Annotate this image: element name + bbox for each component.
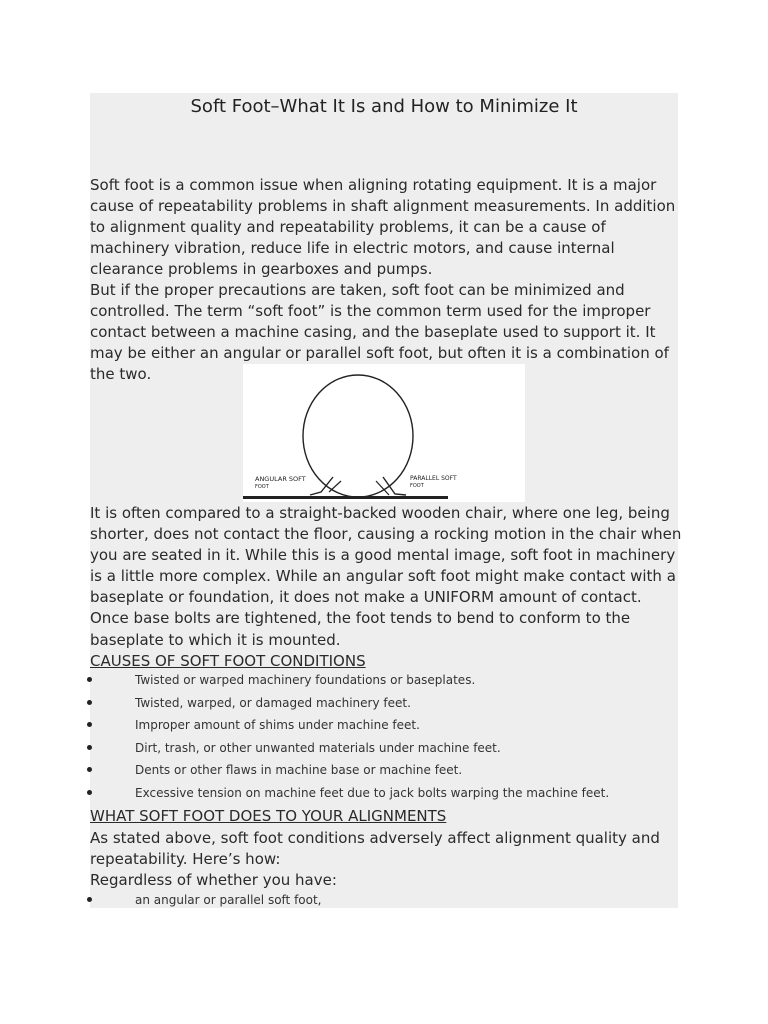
soft-foot-diagram-svg xyxy=(243,364,525,502)
chair-analogy-paragraph: It is often compared to a straight-backed wooden chair, where one leg, being shorter, does not contact the floor, causing a rocking motion in the chair when you are seated in it. While this is a good mental image, soft foot in machinery is a little more complex. While an angular soft foot might make contact with a baseplate or foundation, it does not make a UNIFORM amount of contact. Once base bolts are tightened, the foot tends to bend to conform to the baseplate to which it is mounted. xyxy=(90,504,682,649)
label-angular-2: FOOT xyxy=(255,484,269,490)
list-item-text: Dents or other flaws in machine base or machine feet. xyxy=(135,763,463,777)
bullet-icon xyxy=(87,677,92,682)
list-item-text: Twisted or warped machinery foundations or baseplates. xyxy=(135,673,476,687)
list-item-text: an angular or parallel soft foot, xyxy=(135,893,322,907)
list-item xyxy=(0,738,700,758)
list-item xyxy=(0,760,700,780)
list-item xyxy=(0,693,700,713)
soft-foot-diagram xyxy=(243,364,525,502)
regardless-line: Regardless of whether you have: xyxy=(90,871,337,889)
bullet-icon xyxy=(87,767,92,772)
bullet-icon xyxy=(87,722,92,727)
list-item-text: Twisted, warped, or damaged machinery feet. xyxy=(135,695,411,710)
label-angular-1: ANGULAR SOFT xyxy=(255,475,306,483)
bullet-icon xyxy=(87,700,92,705)
list-item xyxy=(0,783,700,803)
bullet-icon xyxy=(87,897,92,902)
list-item xyxy=(0,670,700,690)
label-parallel-2: FOOT xyxy=(410,483,424,489)
list-item-text: Excessive tension on machine feet due to jack bolts warping the machine feet. xyxy=(135,786,610,800)
list-item xyxy=(0,715,700,735)
bullet-icon xyxy=(87,745,92,750)
list-item-text: Dirt, trash, or other unwanted materials under machine feet. xyxy=(135,740,501,755)
definition-paragraph: But if the proper precautions are taken, soft foot can be minimized and controlled. The term “soft foot” is the common term used for the improper contact between a machine casing, and the baseplate used to support it. It may be either an angular or parallel soft foot, but often it is a combination of the two. xyxy=(90,281,669,384)
baseplate xyxy=(243,496,448,499)
causes-heading: CAUSES OF SOFT FOOT CONDITIONS xyxy=(90,652,366,670)
list-item xyxy=(0,890,700,910)
angular-foot-inner xyxy=(329,481,341,492)
intro-paragraph: Soft foot is a common issue when aligning rotating equipment. It is a major cause of repeatability problems in shaft alignment measurements. In addition to alignment quality and repeatability problems, it can be a cause of machinery vibration, reduce life in electric motors, and cause internal clearance problems in gearboxes and pumps. xyxy=(90,176,676,279)
list-item-text: Improper amount of shims under machine feet. xyxy=(135,718,420,732)
effects-intro: As stated above, soft foot conditions adversely affect alignment quality and repeatability. Here’s how: xyxy=(90,829,660,868)
machine-circle xyxy=(303,375,413,497)
page-title: Soft Foot–What It Is and How to Minimize It xyxy=(190,96,578,117)
bullet-icon xyxy=(87,790,92,795)
label-parallel-1: PARALLEL SOFT xyxy=(410,475,457,482)
effects-heading: WHAT SOFT FOOT DOES TO YOUR ALIGNMENTS xyxy=(90,807,447,825)
